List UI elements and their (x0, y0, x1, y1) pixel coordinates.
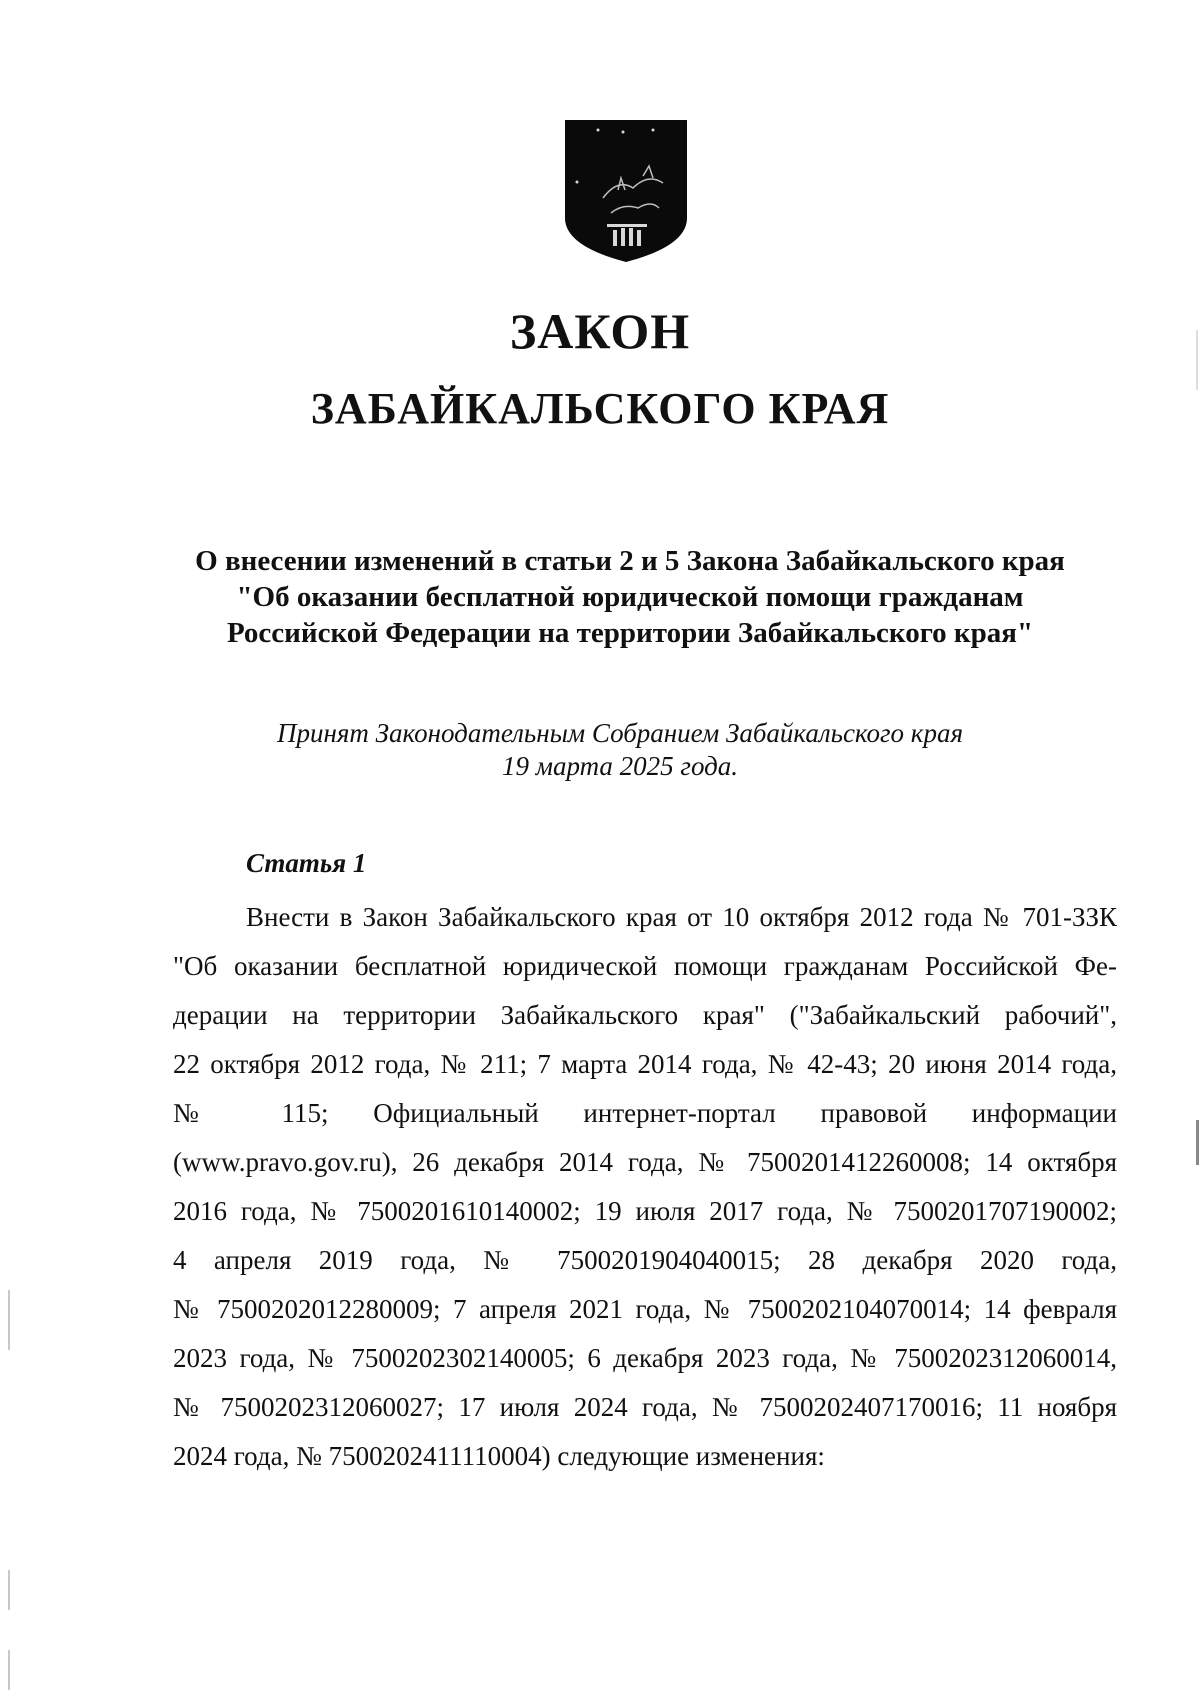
article-body-line: дерации на территории Забайкальского края" ("Забайкальский рабочий", (173, 1000, 1117, 1030)
article-body-line: 2023 года, № 7500202302140005; 6 декабря 2023 года, № 7500202312060014, (173, 1343, 1117, 1373)
article-body-line: 2016 года, № 7500201610140002; 19 июля 2017 года, № 7500201707190002; (173, 1196, 1117, 1226)
article-body (173, 893, 1117, 1481)
article-body-line: 2024 года, № 7500202411110004) следующие изменения: (173, 1441, 825, 1471)
article-heading: Статья 1 (246, 848, 367, 878)
adoption-note (200, 717, 1040, 783)
article-body-line: (www.pravo.gov.ru), 26 декабря 2014 года, № 7500201412260008; 14 октября (173, 1147, 1117, 1177)
adoption-note-line: Принят Законодательным Собранием Забайкальского края (276, 718, 963, 748)
law-title: ЗАКОН (509, 303, 691, 359)
adoption-date: 19 марта 2025 года. (501, 751, 739, 781)
article-body-line: "Об оказании бесплатной юридической помощи гражданам Российской Фе- (173, 951, 1117, 981)
scan-artifact-right-1 (1196, 1120, 1199, 1165)
law-region-title: ЗАБАЙКАЛЬСКОГО КРАЯ (310, 384, 890, 433)
article-body-line: 4 апреля 2019 года, № 7500201904040015; 28 декабря 2020 года, (173, 1245, 1117, 1275)
law-subject (150, 543, 1110, 651)
scan-artifact-left-1 (8, 1290, 10, 1350)
article-body-line: № 115; Официальный интернет-портал правовой информации (173, 1098, 1117, 1128)
law-subject-line: "Об оказании бесплатной юридической помощи гражданам (236, 581, 1024, 613)
coat-of-arms-icon (563, 118, 689, 264)
article-body-line: № 7500202012280009; 7 апреля 2021 года, № 7500202104070014; 14 февраля (173, 1294, 1117, 1324)
article-body-line: № 7500202312060027; 17 июля 2024 года, № 7500202407170016; 11 ноября (173, 1392, 1117, 1422)
article-body-line: Внести в Закон Забайкальского края от 10 октября 2012 года № 701-ЗЗК (246, 902, 1117, 932)
scan-artifact-left-2 (8, 1570, 10, 1610)
scan-artifact-left-3 (8, 1650, 10, 1690)
law-subject-line: О внесении изменений в статьи 2 и 5 Закона Забайкальского края (195, 545, 1065, 577)
article-body-line: 22 октября 2012 года, № 211; 7 марта 2014 года, № 42-43; 20 июня 2014 года, (173, 1049, 1117, 1079)
law-subject-line: Российской Федерации на территории Забайкальского края" (226, 617, 1034, 649)
